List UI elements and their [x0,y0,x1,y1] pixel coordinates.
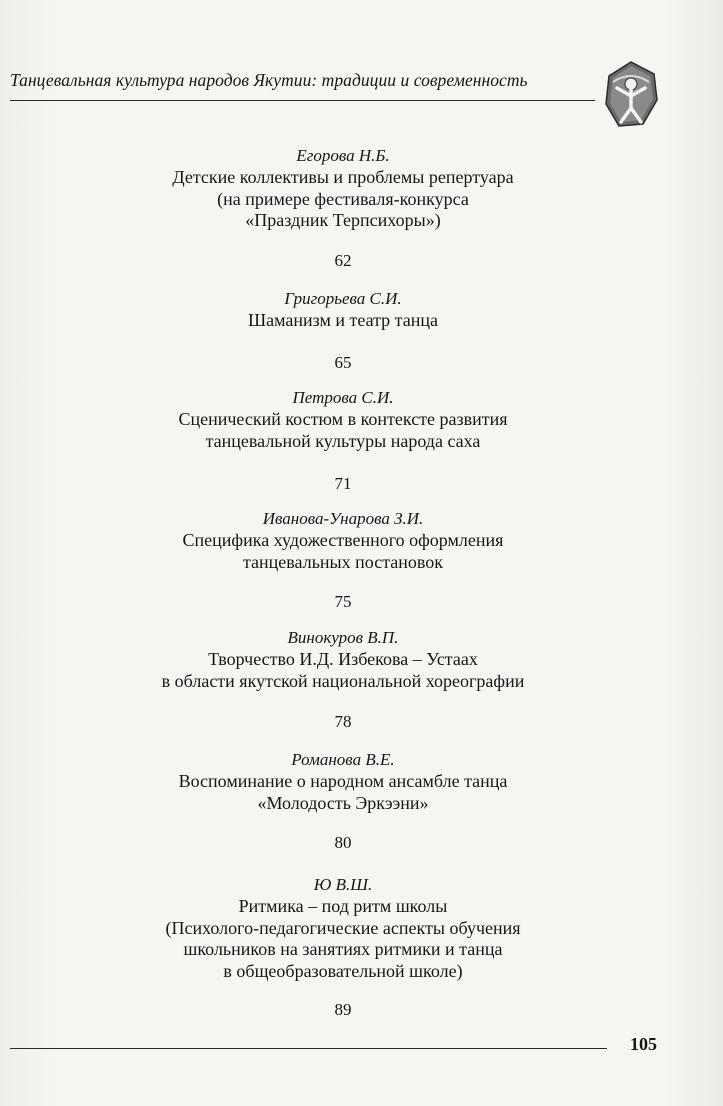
entry-author: Иванова-Унарова З.И. [262,509,424,528]
dancer-emblem-icon [603,60,659,130]
entry-title-line: Воспоминание о народном ансамбле танца [178,771,508,791]
entry-title-line: в общеобразовательной школе) [223,960,463,981]
toc-entry [0,508,686,573]
entry-page-number: 62 [334,251,352,270]
entry-author: Петрова С.И. [292,388,394,407]
entry-author: Винокуров В.П. [287,628,399,647]
entry-title-line: Детские коллективы и проблемы репертуара [172,167,514,187]
entry-page-number: 65 [334,353,352,372]
entry-title-line: «Праздник Терпсихоры») [245,210,441,230]
entry-page-number: 89 [334,1000,352,1019]
toc-entry [0,387,686,452]
running-header-title: Танцевальная культура народов Якутии: традиции и современность [10,70,528,90]
entry-title-line: «Молодость Эркээни» [257,792,429,813]
entry-author: Романова В.Е. [291,750,395,769]
entry-title-line: танцевальной культуры народа саха [205,430,481,451]
entry-page-number: 75 [334,592,352,611]
entry-author: Григорьева С.И. [284,289,402,308]
entry-page-number: 78 [334,712,352,731]
entry-title-line: Сценический костюм в контексте развития [178,409,508,429]
entry-title-line: (Психолого-педагогические аспекты обучения [165,917,521,938]
entry-title-line: танцевальных постановок [242,551,444,572]
entry-title-line: Специфика художественного оформления [182,530,504,550]
entry-title-line: школьников на занятиях ритмики и танца [183,939,503,959]
entry-title-line: Творчество И.Д. Избекова – Устаах [208,649,478,669]
toc-entry [0,874,686,982]
entry-page-number: 71 [334,474,352,493]
entry-title-line: Шаманизм и театр танца [247,310,439,330]
entry-page-number: 80 [334,833,352,852]
entry-author: Егорова Н.Б. [296,146,390,165]
entry-title-line: (на примере фестиваля-конкурса [217,188,469,209]
toc-entry [0,145,686,232]
toc-entry [0,749,686,814]
entry-author: Ю В.Ш. [313,875,373,894]
header-rule [10,100,595,101]
footer-rule [10,1048,607,1049]
entry-title-line: в области якутской национальной хореографии [161,670,525,691]
toc-entry [0,288,686,332]
entry-title-line: Ритмика – под ритм школы [238,896,448,916]
page-number: 105 [630,1034,657,1054]
toc-entry [0,627,686,692]
